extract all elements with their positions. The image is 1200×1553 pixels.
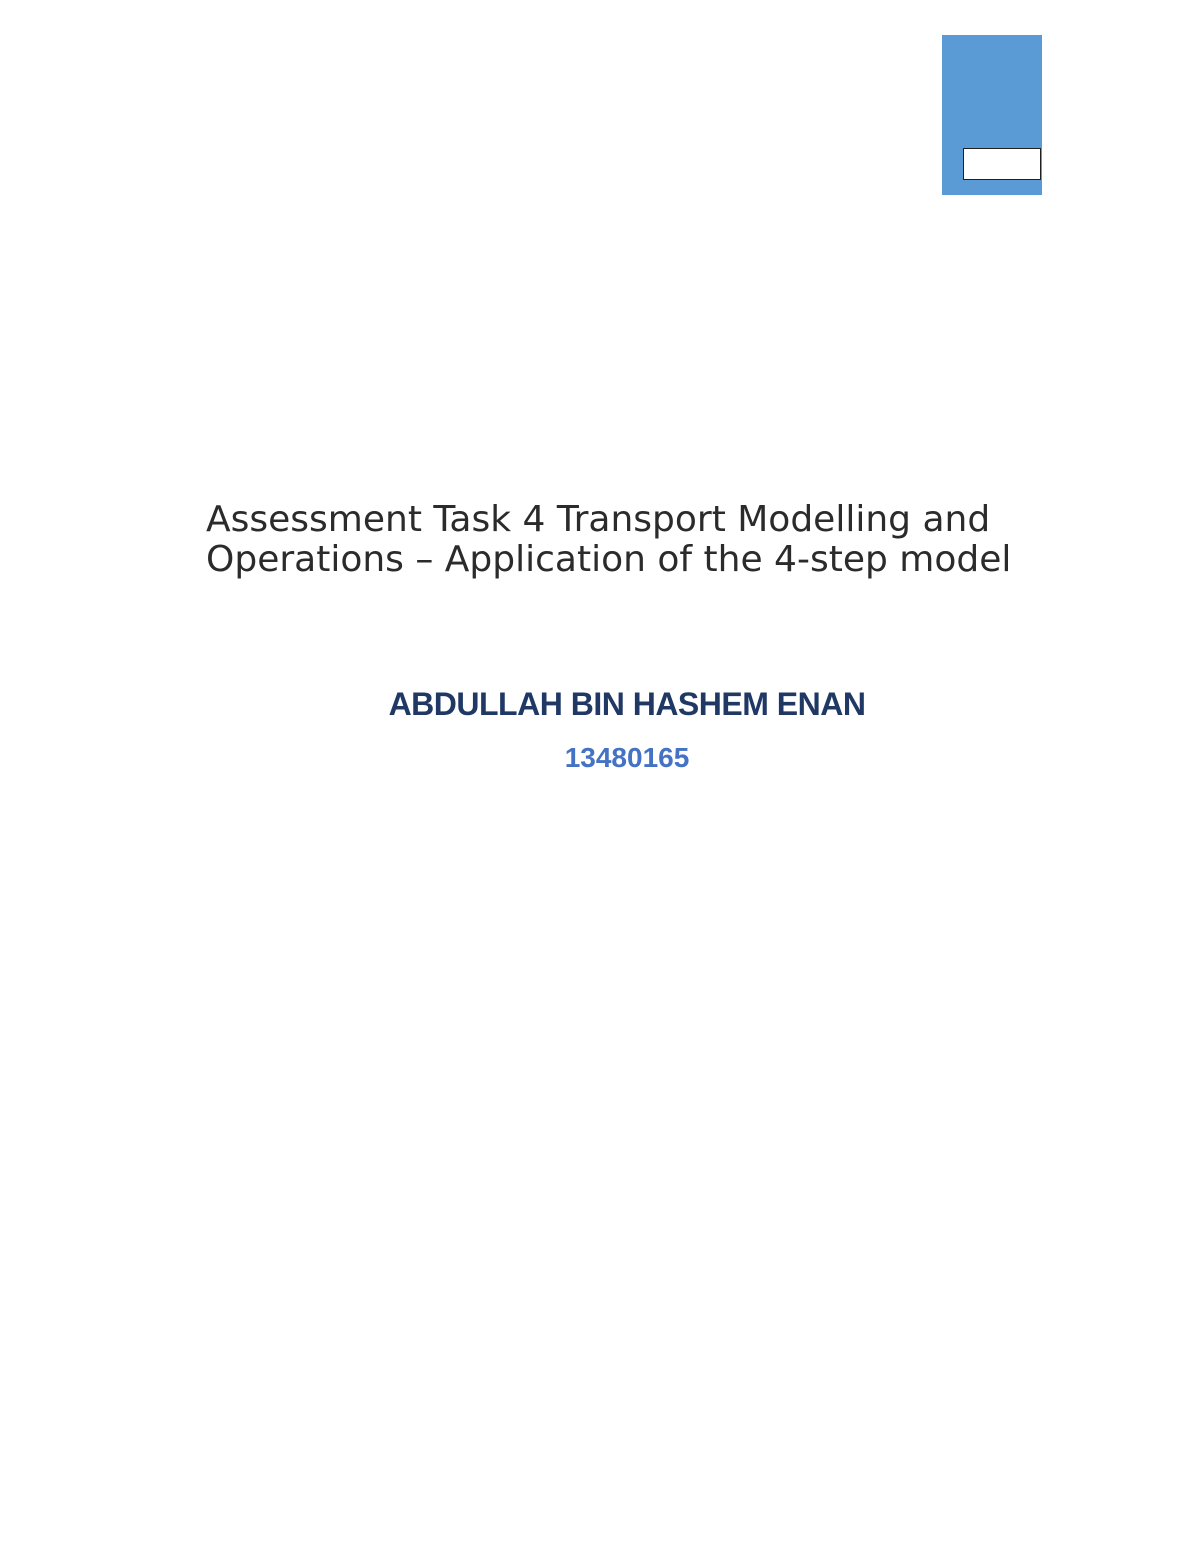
document-title: Assessment Task 4 Transport Modelling and Operations – Application of the 4-step model [206,499,1012,580]
student-id: 13480165 [564,742,690,773]
cover-accent-box [963,148,1041,180]
author-name: ABDULLAH BIN HASHEM ENAN [388,686,866,722]
